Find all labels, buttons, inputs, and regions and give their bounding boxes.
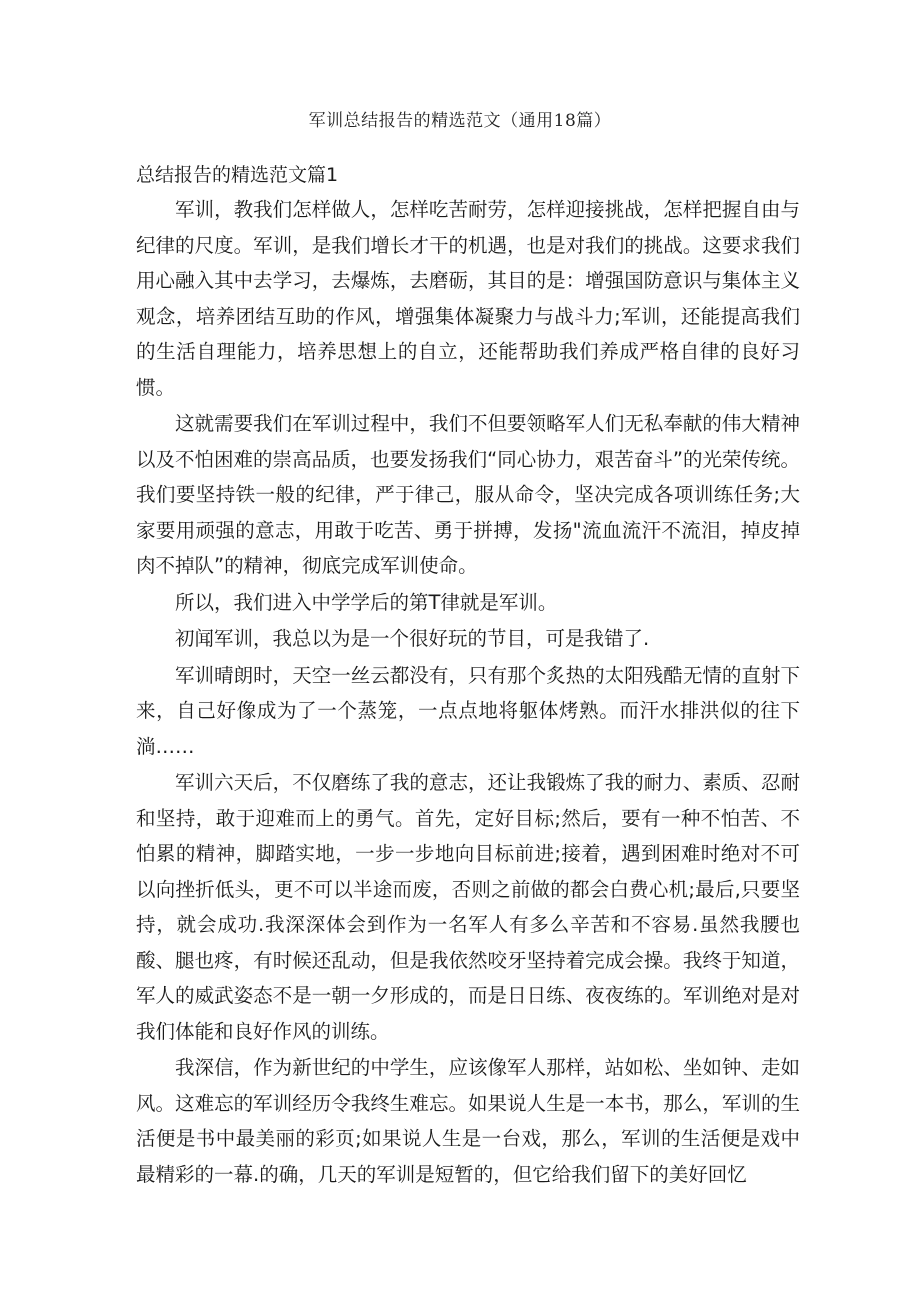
paragraph: 我深信，作为新世纪的中学生，应该像军人那样，站如松、坐如钟、走如风。这难忘的军训经历令我终生难忘。如果说人生是一本书，那么，军训的生活便是书中最美丽的彩页;如果说人生是一台戏，那么，军训的生活便是戏中最精彩的一幕.的确，几天的军训是短暂的，但它给我们留下的美好回忆 xyxy=(136,1056,800,1186)
document-body xyxy=(136,192,800,1193)
paragraph: 初闻军训，我总以为是一个很好玩的节目，可是我错了. xyxy=(175,627,650,650)
paragraph: 军训六天后，不仅磨练了我的意志，还让我锻炼了我的耐力、素质、忍耐和坚持，敢于迎难而上的勇气。首先，定好目标;然后，要有一种不怕苦、不怕累的精神，脚踏实地，一步一步地向目标前进;接着，遇到困难时绝对不可以向挫折低头，更不可以半途而废，否则之前做的都会白费心机;最后,只要坚持，就会成功.我深深体会到作为一名军人有多么辛苦和不容易.虽然我腰也酸、腿也疼，有时候还乱动，但是我依然咬牙坚持着完成会操。我终于知道，军人的威武姿态不是一朝一夕形成的，而是日日练、夜夜练的。军训绝对是对我们体能和良好作风的训练。 xyxy=(136,771,800,1043)
paragraph: 这就需要我们在军训过程中，我们不但要领略军人们无私奉献的伟大精神以及不怕困难的崇高品质，也要发扬我们“同心协力，艰苦奋斗”的光荣传统。我们要坚持铁一般的纪律，严于律己，服从命令，坚决完成各项训练任务;大家要用顽强的意志，用敢于吃苦、勇于拼搏，发扬"流血流汗不流泪，掉皮掉肉不掉队”的精神，彻底完成军训使命。 xyxy=(136,412,800,577)
document-title: 军训总结报告的精选范文（通用18篇） xyxy=(308,111,612,131)
section-heading: 总结报告的精选范文篇1 xyxy=(136,164,339,186)
paragraph: 军训晴朗时，天空一丝云都没有，只有那个炙热的太阳残酷无情的直射下来，自己好像成为了一个蒸笼，一点点地将躯体烤熟。而汗水排洪似的往下淌…… xyxy=(136,663,800,758)
paragraph: 所以，我们进入中学学后的第T律就是军训。 xyxy=(175,590,558,614)
paragraph: 军训，教我们怎样做人，怎样吃苦耐劳，怎样迎接挑战，怎样把握自由与纪律的尺度。军训，是我们增长才干的机遇，也是对我们的挑战。这要求我们用心融入其中去学习，去爆炼，去磨砺，其目的是：增强国防意识与集体主义观念，培养团结互助的作风，增强集体凝聚力与战斗力;军训，还能提高我们的生活自理能力，培养思想上的自立，还能帮助我们养成严格自律的良好习惯。 xyxy=(136,198,800,399)
